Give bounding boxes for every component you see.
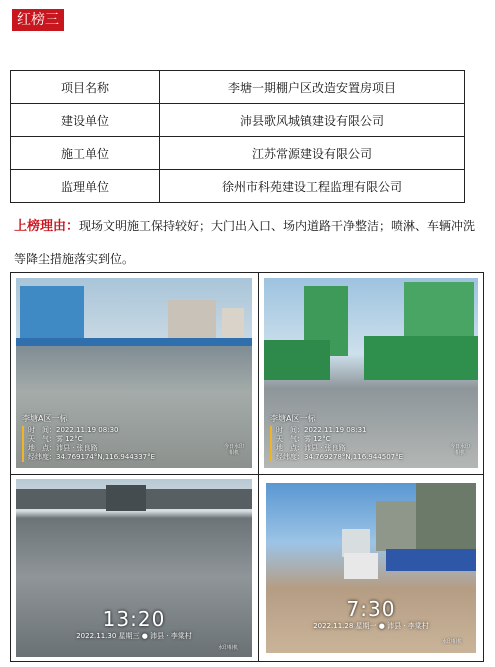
site-photo xyxy=(16,278,252,468)
watermark-coords: 经纬度：34.769174°N,116.944337°E xyxy=(28,453,156,461)
watermark-weather: 天 气：雾 12°C xyxy=(276,435,331,443)
watermark-details xyxy=(270,426,403,462)
building-shape xyxy=(416,483,476,553)
truck-shape xyxy=(344,553,378,579)
project-info-table xyxy=(10,70,465,203)
watermark-logo: 今日水印 相机 xyxy=(223,444,244,456)
row-label: 施工单位 xyxy=(11,137,160,170)
watermark-place: 地 点：沛县 · 张良路 xyxy=(28,444,98,452)
photo-clock-watermark xyxy=(16,607,252,641)
watermark-coords: 经纬度：34.769278°N,116.944507°E xyxy=(276,453,404,461)
table-row xyxy=(11,104,465,137)
photo-watermark xyxy=(270,414,403,462)
row-value: 李塘一期棚户区改造安置房项目 xyxy=(160,71,465,104)
row-label: 项目名称 xyxy=(11,71,160,104)
red-list-badge: 红榜三 xyxy=(12,9,64,31)
building-shape xyxy=(20,286,84,342)
watermark-clock: 7:30 xyxy=(346,597,396,621)
watermark-site: 李塘A区一标 xyxy=(270,414,316,423)
building-shape xyxy=(404,282,474,344)
building-shape xyxy=(106,485,146,511)
watermark-details xyxy=(22,426,155,462)
grid-divider xyxy=(11,474,483,475)
watermark-clock: 13:20 xyxy=(102,607,166,631)
watermark-logo: 水印相机 xyxy=(217,645,238,651)
site-photo xyxy=(16,479,252,657)
row-value: 徐州市科苑建设工程监理有限公司 xyxy=(160,170,465,203)
reason-lead: 上榜理由： xyxy=(14,219,80,234)
table-row xyxy=(11,71,465,104)
fence-shape xyxy=(16,338,252,346)
row-label: 建设单位 xyxy=(11,104,160,137)
table-row xyxy=(11,170,465,203)
watermark-date: 2022.11.28 星期一 ● 沛县 · 李棠村 xyxy=(313,622,429,630)
photo-grid xyxy=(10,272,484,662)
watermark-logo: 水印相机 xyxy=(441,639,462,645)
row-value: 沛县歌风城镇建设有限公司 xyxy=(160,104,465,137)
building-shape xyxy=(376,501,416,551)
watermark-time: 时 间：2022.11.19 08:31 xyxy=(276,426,367,434)
row-label: 监理单位 xyxy=(11,170,160,203)
watermark-place: 地 点：沛县 · 张良路 xyxy=(276,444,346,452)
fence-shape xyxy=(264,340,330,380)
site-photo xyxy=(266,483,476,653)
row-value: 江苏常源建设有限公司 xyxy=(160,137,465,170)
watermark-weather: 天 气：雾 12°C xyxy=(28,435,83,443)
fence-shape xyxy=(386,549,476,571)
photo-watermark xyxy=(22,414,155,462)
reason-text: 现场文明施工保持较好；大门出入口、场内道路干净整洁；喷淋、车辆冲洗等降尘措施落实到位。 xyxy=(14,219,476,266)
table-row xyxy=(11,137,465,170)
grid-divider xyxy=(258,273,259,661)
watermark-time: 时 间：2022.11.19 08:30 xyxy=(28,426,119,434)
watermark-logo: 今日水印 相机 xyxy=(449,444,470,456)
watermark-date: 2022.11.30 星期三 ● 沛县 · 李棠村 xyxy=(76,632,192,640)
fence-shape xyxy=(364,336,478,380)
watermark-site: 李塘A区一标 xyxy=(22,414,68,423)
listing-reason xyxy=(14,210,484,275)
photo-clock-watermark xyxy=(266,597,476,631)
site-photo xyxy=(264,278,478,468)
